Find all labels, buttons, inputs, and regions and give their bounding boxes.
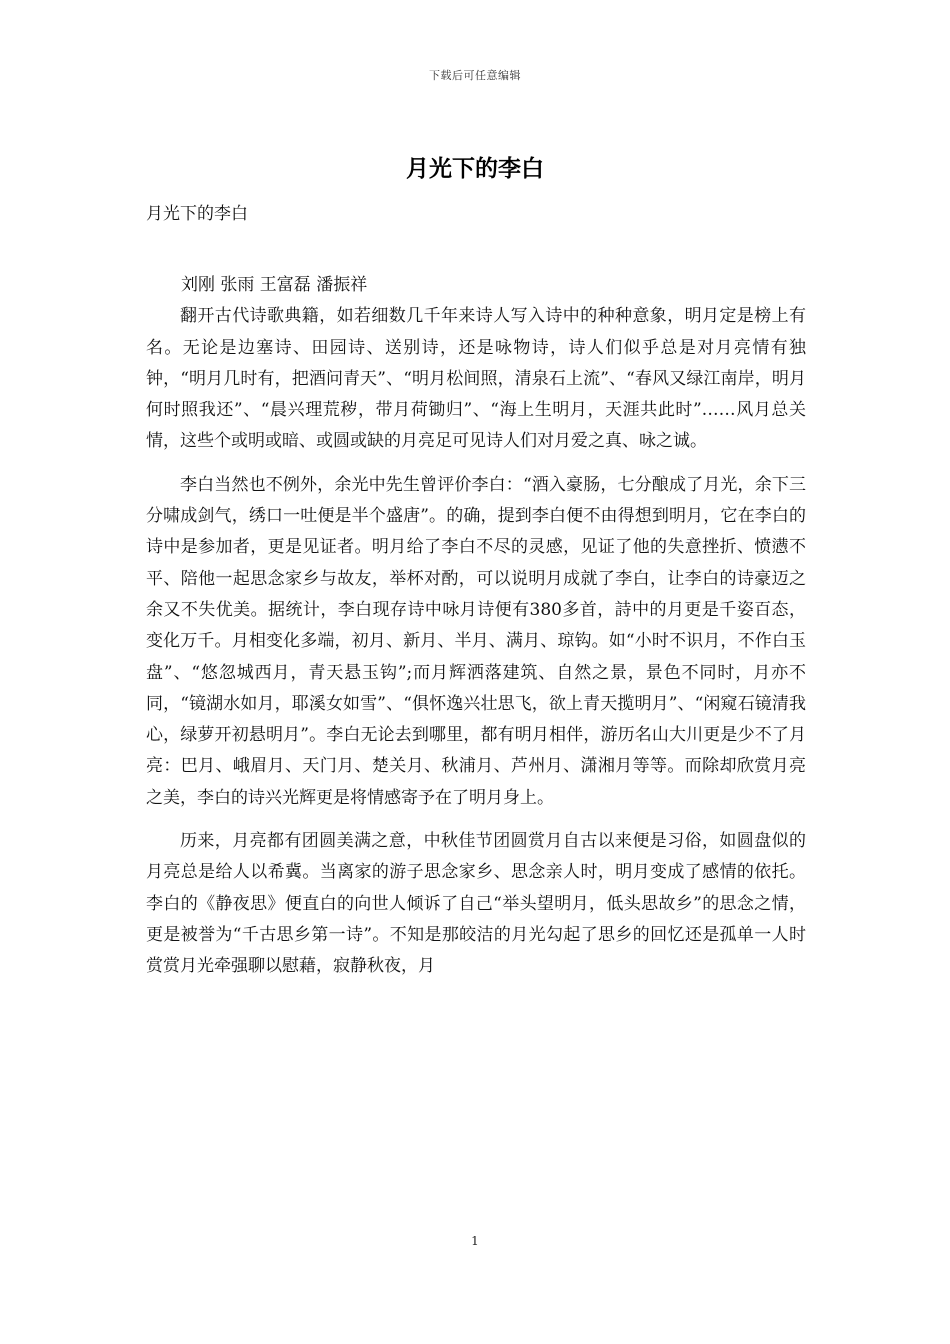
author-line: 刘刚 张雨 王富磊 潘振祥 (181, 275, 368, 295)
page-number: 1 (471, 1234, 479, 1248)
body-paragraph: 李白当然也不例外，余光中先生曾评价李白：“酒入豪肠，七分酿成了月光，余下三分啸成剑气，绣口一吐便是半个盛唐”。的确，提到李白便不由得想到明月，它在李白的诗中是参加者，更是见证者。明月给了李白不尽的灵感，见证了他的失意挫折、愤懑不平、陪他一起思念家乡与故友，举杯对酌，可以说明月成就了李白，让李白的诗豪迈之余又不失优美。据统计，李白现存诗中咏月诗便有380多首，詩中的月更是千姿百态，变化万千。月相变化多端，初月、新月、半月、满月、琼钩。如“小时不识月，不作白玉盘”、“悠忽城西月，青天悬玉钩”;而月辉洒落建筑、自然之景，景色不同时，月亦不同，“镜湖水如月，耶溪女如雪”、“俱怀逸兴壮思飞，欲上青天揽明月”、“闲窥石镜清我心，绿萝开初悬明月”。李白无论去到哪里，都有明月相伴，游历名山大川更是少不了月亮：巴月、峨眉月、天门月、楚关月、秋浦月、芦州月、潇湘月等等。而除却欣赏月亮之美，李白的诗兴光辉更是将情感寄予在了明月身上。 (146, 474, 806, 808)
document-body (146, 270, 806, 983)
header-note: 下载后可任意编辑 (429, 69, 521, 82)
document-title: 月光下的李白 (406, 156, 544, 182)
document-subtitle: 月光下的李白 (146, 204, 248, 224)
body-paragraph: 翻开古代诗歌典籍，如若细数几千年来诗人写入诗中的种种意象，明月定是榜上有名。无论是边塞诗、田园诗、送别诗，还是咏物诗，诗人们似乎总是对月亮情有独钟，“明月几时有，把酒问青天”、“明月松间照，清泉石上流”、“春风又绿江南岸，明月何时照我还”、“晨兴理荒秽，带月荷锄归”、“海上生明月，天涯共此时”……风月总关情，这些个或明或暗、或圆或缺的月亮足可见诗人们对月爱之真、咏之诚。 (146, 306, 806, 452)
body-paragraph: 历来，月亮都有团圆美满之意，中秋佳节团圆赏月自古以来便是习俗，如圆盘似的月亮总是给人以希冀。当离家的游子思念家乡、思念亲人时，明月变成了感情的依托。李白的《静夜思》便直白的向世人倾诉了自己“举头望明月，低头思故乡”的思念之情，更是被誉为“千古思乡第一诗”。不知是那皎洁的月光勾起了思乡的回忆还是孤单一人时赏赏月光牵强聊以慰藉，寂静秋夜，月 (146, 831, 806, 977)
